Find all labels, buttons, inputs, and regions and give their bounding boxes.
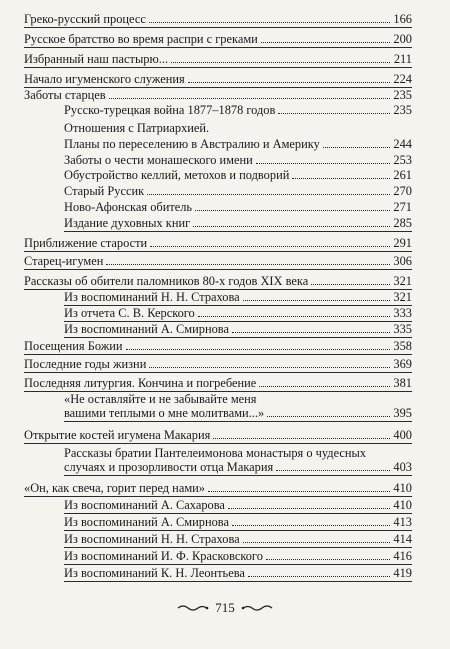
toc-entry xyxy=(64,121,412,135)
toc-entry-page: 335 xyxy=(393,322,412,336)
toc-entry-page: 419 xyxy=(393,566,412,580)
toc-entry xyxy=(64,446,412,476)
toc-entry-page: 235 xyxy=(393,88,412,102)
dot-leader xyxy=(261,42,390,43)
dot-leader xyxy=(232,525,390,526)
toc-entry-page: 224 xyxy=(393,72,412,86)
toc-entry-title: Избранный наш пастырю... xyxy=(24,52,169,66)
toc-entry-title: «Он, как свеча, горит перед нами» xyxy=(24,481,205,495)
toc-entry xyxy=(64,498,412,514)
toc-entry-page: 416 xyxy=(393,549,412,563)
toc-entry-page: 261 xyxy=(393,168,412,182)
dot-leader xyxy=(243,300,390,301)
toc-entry-page: 413 xyxy=(393,515,412,529)
toc-entry xyxy=(64,566,412,582)
dot-leader xyxy=(149,22,390,23)
left-ornament-icon xyxy=(177,603,209,613)
toc-entry xyxy=(24,428,412,444)
toc-entry xyxy=(64,137,412,151)
dot-leader xyxy=(213,438,390,439)
dot-leader xyxy=(243,542,390,543)
dot-leader xyxy=(228,508,390,509)
toc-entry-page: 253 xyxy=(393,153,412,167)
toc-entry-title-line: «Не оставляйте и не забывайте меня xyxy=(64,392,257,406)
toc-entry-title: Из воспоминаний И. Ф. Красковского xyxy=(64,549,263,563)
dot-leader xyxy=(188,82,390,83)
toc-entry-title: Последние годы жизни xyxy=(24,357,147,371)
toc-entry-page: 235 xyxy=(393,103,412,117)
toc-entry xyxy=(64,200,412,214)
toc-entry xyxy=(24,376,412,392)
toc-entry-title: Издание духовных книг xyxy=(64,216,191,230)
page-footer xyxy=(0,600,450,616)
toc-entry-page: 306 xyxy=(393,254,412,268)
dot-leader xyxy=(292,178,390,179)
toc-entry-page: 333 xyxy=(393,306,412,320)
toc-entry xyxy=(64,532,412,548)
toc-entry-title: Старец-игумен xyxy=(24,254,104,268)
toc-entry xyxy=(24,481,412,497)
dot-leader xyxy=(195,210,390,211)
dot-leader xyxy=(311,284,390,285)
toc-entry-title: Из воспоминаний А. Сахарова xyxy=(64,498,225,512)
toc-entry-title: Приближение старости xyxy=(24,236,148,250)
toc-entry xyxy=(64,306,412,322)
toc-entry-title: Из воспоминаний Н. Н. Страхова xyxy=(64,532,240,546)
dot-leader xyxy=(259,386,390,387)
dot-leader xyxy=(232,332,390,333)
toc-entry-title: Заботы старцев xyxy=(24,88,106,102)
toc-entry-title: вашими теплыми о мне молитвами...» xyxy=(64,406,265,420)
toc-entry xyxy=(64,168,412,182)
toc-entry-title-line: Рассказы братии Пантелеимонова монастыря о чудесных xyxy=(64,446,367,460)
toc-entry-title: Из воспоминаний А. Смирнова xyxy=(64,322,229,336)
toc-entry-page: 270 xyxy=(393,184,412,198)
toc-entry xyxy=(64,184,412,198)
toc-entry xyxy=(24,254,412,270)
dot-leader xyxy=(323,147,390,148)
toc-entry-title: Отношения с Патриархией. xyxy=(64,121,210,135)
toc-entry-page: 166 xyxy=(393,12,412,26)
toc-entry xyxy=(64,515,412,531)
toc-entry-page: 410 xyxy=(393,481,412,495)
toc-entry xyxy=(24,357,412,373)
toc-entry-page: 400 xyxy=(393,428,412,442)
dot-leader xyxy=(149,367,390,368)
dot-leader xyxy=(267,416,390,417)
toc-entry-title: Начало игуменского служения xyxy=(24,72,185,86)
dot-leader xyxy=(106,264,390,265)
toc-entry-page: 410 xyxy=(393,498,412,512)
dot-leader xyxy=(193,226,390,227)
toc-entry-title: Обустройство келлий, метохов и подворий xyxy=(64,168,290,182)
toc-entry-page: 211 xyxy=(393,52,412,66)
toc-entry-title: Открытие костей игумена Макария xyxy=(24,428,211,442)
toc-entry xyxy=(64,216,412,232)
toc-entry-page: 285 xyxy=(393,216,412,230)
toc-entry xyxy=(64,290,412,306)
dot-leader xyxy=(109,98,390,99)
dot-leader xyxy=(198,316,390,317)
toc-entry-page: 321 xyxy=(393,290,412,304)
toc-entry xyxy=(24,12,412,28)
toc-entry-title: Посещения Божии xyxy=(24,339,123,353)
dot-leader xyxy=(266,559,390,560)
dot-leader xyxy=(147,194,390,195)
toc-entry-title: Из воспоминаний Н. Н. Страхова xyxy=(64,290,240,304)
toc-entry xyxy=(24,236,412,252)
toc-entry-title: Русско-турецкая война 1877–1878 годов xyxy=(64,103,276,117)
toc-entry-page: 291 xyxy=(393,236,412,250)
toc-entry-page: 358 xyxy=(393,339,412,353)
toc-entry xyxy=(24,339,412,355)
toc-entry-page: 321 xyxy=(393,274,412,288)
dot-leader xyxy=(208,491,390,492)
toc-entry-page: 395 xyxy=(393,406,412,420)
toc-entry xyxy=(64,103,412,117)
page-number: 715 xyxy=(215,600,235,615)
dot-leader xyxy=(126,349,390,350)
toc-entry-page: 200 xyxy=(393,32,412,46)
toc-entry xyxy=(64,549,412,565)
toc-entry-page: 381 xyxy=(393,376,412,390)
toc-entry-title: Рассказы об обители паломников 80-х годов XIX века xyxy=(24,274,309,288)
toc-entry-title: Заботы о чести монашеского имени xyxy=(64,153,253,167)
toc-entry xyxy=(24,52,412,68)
toc-entry-title: Из отчета С. В. Керского xyxy=(64,306,195,320)
dot-leader xyxy=(150,246,390,247)
toc-entry-page: 271 xyxy=(393,200,412,214)
dot-leader xyxy=(256,163,390,164)
toc-entry xyxy=(64,322,412,338)
toc-entry-title: Планы по переселению в Австралию и Америку xyxy=(64,137,320,151)
toc-entry-page: 414 xyxy=(393,532,412,546)
toc-entry xyxy=(64,392,412,422)
toc-entry xyxy=(24,32,412,48)
toc-entry xyxy=(24,88,412,102)
toc-entry-page: 244 xyxy=(393,137,412,151)
toc-entry-page: 403 xyxy=(393,460,412,474)
toc-entry-title: Из воспоминаний А. Смирнова xyxy=(64,515,229,529)
dot-leader xyxy=(248,576,390,577)
toc-entry-title: случаях и прозорливости отца Макария xyxy=(64,460,274,474)
toc-entry-title: Греко-русский процесс xyxy=(24,12,146,26)
toc-entry-title: Из воспоминаний К. Н. Леонтьева xyxy=(64,566,245,580)
toc-entry xyxy=(24,72,412,88)
toc-entry-title: Последняя литургия. Кончина и погребение xyxy=(24,376,257,390)
toc-entry-page: 369 xyxy=(393,357,412,371)
toc-entry-title: Русское братство во время распри с греками xyxy=(24,32,258,46)
toc-entry xyxy=(64,153,412,167)
toc-entry xyxy=(24,274,412,290)
dot-leader xyxy=(276,470,390,471)
toc-entry-title: Старый Руссик xyxy=(64,184,145,198)
right-ornament-icon xyxy=(241,603,273,613)
toc-entry-title: Ново-Афонская обитель xyxy=(64,200,193,214)
dot-leader xyxy=(278,113,390,114)
dot-leader xyxy=(171,62,390,63)
